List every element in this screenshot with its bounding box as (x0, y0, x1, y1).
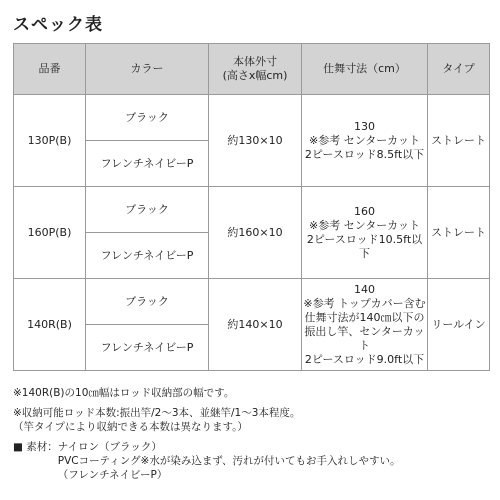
header-model: 品番 (14, 44, 86, 95)
page-title: スペック表 (13, 15, 103, 35)
table-row (14, 95, 490, 141)
header-body-size-line1: 本体外寸 (233, 55, 277, 68)
finished-note-line: ※参考 トップカバー含む (303, 296, 426, 310)
table-row (14, 187, 490, 233)
color-cell: ブラック (86, 95, 209, 141)
header-color: カラー (86, 44, 209, 95)
material-line: ナイロン（ブラック） (57, 441, 162, 453)
color-cell: ブラック (86, 279, 209, 325)
finished-value: 160 (354, 204, 375, 218)
material-label: ■ 素材： (13, 441, 58, 453)
type-cell: リールイン (428, 279, 490, 371)
color-cell: フレンチネイビーP (86, 141, 209, 187)
finished-size-cell (302, 279, 428, 371)
finished-size-cell (302, 187, 428, 279)
type-cell: ストレート (428, 187, 490, 279)
spec-table (13, 43, 490, 371)
type-cell: ストレート (428, 95, 490, 187)
finished-note-line: 2ピースロッド10.5ft以下 (306, 232, 423, 260)
header-type: タイプ (428, 44, 490, 95)
finished-size-cell (302, 95, 428, 187)
table-row (14, 279, 490, 325)
material-info (13, 440, 489, 482)
finished-note-line: 仕舞寸法が140㎝以下の (304, 310, 425, 324)
material-line: PVCコーティング※水が染み込まず、汚れが付いてもお手入れしやすい。 (57, 455, 401, 467)
finished-note-line: 振出し竿、センターカット (304, 324, 425, 352)
model-cell: 130P(B) (14, 95, 86, 187)
notes-section (13, 386, 489, 482)
finished-value: 130 (354, 119, 375, 133)
model-cell: 160P(B) (14, 187, 86, 279)
header-body-size (209, 44, 302, 95)
color-cell: ブラック (86, 187, 209, 233)
color-cell: フレンチネイビーP (86, 325, 209, 371)
size-cell: 約160×10 (209, 187, 302, 279)
color-cell: フレンチネイビーP (86, 233, 209, 279)
finished-value: 140 (354, 282, 375, 296)
note-capacity-detail: （竿タイプにより収納できる本数は異なります。） (13, 421, 248, 433)
header-body-size-line2: (高さx幅cm) (222, 69, 288, 82)
size-cell: 約140×10 (209, 279, 302, 371)
finished-note-line: ※参考 センターカット (309, 133, 420, 147)
finished-note-line: 2ピースロッド9.0ft以下 (304, 352, 425, 366)
note-width: ※140R(B)の10㎝幅はロッド収納部の幅です。 (13, 387, 235, 399)
note-capacity: ※収納可能ロッド本数:振出竿/2〜3本、並継竿/1〜3本程度。 (13, 407, 301, 419)
table-header-row (14, 44, 490, 95)
model-cell: 140R(B) (14, 279, 86, 371)
header-finished-size: 仕舞寸法（cm） (302, 44, 428, 95)
material-line: （フレンチネイビーP） (57, 469, 168, 481)
finished-note-line: 2ピースロッド8.5ft以下 (304, 147, 425, 161)
size-cell: 約130×10 (209, 95, 302, 187)
finished-note-line: ※参考 センターカット (309, 218, 420, 232)
